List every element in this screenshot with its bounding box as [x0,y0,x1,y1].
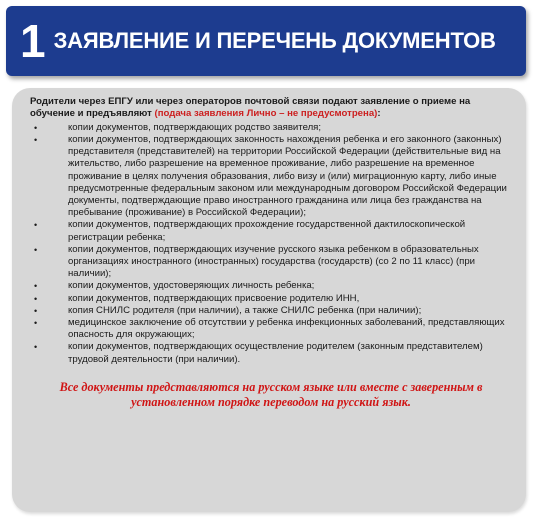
list-item-text: копия СНИЛС родителя (при наличии), а также СНИЛС ребенка (при наличии); [68,304,422,316]
section-title: ЗАЯВЛЕНИЕ И ПЕРЕЧЕНЬ ДОКУМЕНТОВ [53,28,496,53]
section-number: 1 [20,15,46,67]
list-item [30,122,512,134]
list-item [30,134,512,219]
list-item [30,317,512,341]
intro-highlight: (подача заявления Лично – не предусмотрена) [154,108,378,120]
list-item-text: копии документов, подтверждающих прохождение государственной дактилоскопической регистрации ребенка; [68,219,466,243]
list-item [30,244,512,281]
title-banner [6,6,526,76]
bullet-icon: • [34,281,38,292]
content-panel [12,88,526,512]
intro-paragraph [30,96,512,121]
list-item-text: копии документов, подтверждающих законность нахождения ребенка и его законного (законных) представителя (представителей) на территории Российской Федерации (действительные вид на жительство, либо разрешение на временное проживание, либо разрешение на временное проживание в целях получения образования, либо визу и (или) миграционную карту, либо иные предусмотренные федеральным законом или международным договором Российской Федерации документы, подтверждающие право иностранного гражданина или лица без гражданства на пребывание (проживание) в Российской Федерации); [68,134,507,219]
footer-note: Все документы представляются на русском языке или вместе с заверенным в установленном порядке переводом на русский язык. [59,379,483,409]
bullet-icon: • [34,135,38,146]
list-item-text: копии документов, подтверждающих родство заявителя; [68,121,322,133]
document-list [30,122,512,366]
list-item-text: копии документов, подтверждающих изучение русского языка ребенком в образовательных организациях иностранного (иностранных) государства (государств) (со 2 по 11 класс) (при наличии); [68,243,479,280]
list-item-text: копии документов, подтверждающих присвоение родителю ИНН, [68,292,360,304]
list-item-text: медицинское заключение об отсутствии у ребенка инфекционных заболеваний, представляющих опасность для окружающих; [68,317,505,341]
intro-colon: : [377,108,381,120]
list-item [30,341,512,365]
bullet-icon: • [34,318,38,329]
bullet-icon: • [34,305,38,316]
bullet-icon: • [34,122,38,133]
list-item-text: копии документов, удостоверяющих личность ребенка; [68,280,315,292]
bullet-icon: • [34,342,38,353]
list-item [30,219,512,243]
list-item [30,280,512,292]
intro-text: Родители через ЕПГУ или через операторов почтовой связи подают заявление о приеме на обучение и предъявляют [30,96,471,120]
list-item [30,305,512,317]
bullet-icon: • [34,220,38,231]
bullet-icon: • [34,244,38,255]
list-item [30,293,512,305]
bullet-icon: • [34,293,38,304]
list-item-text: копии документов, подтверждающих осуществление родителем (законным представителем) трудовой деятельности (при наличии). [68,341,483,365]
